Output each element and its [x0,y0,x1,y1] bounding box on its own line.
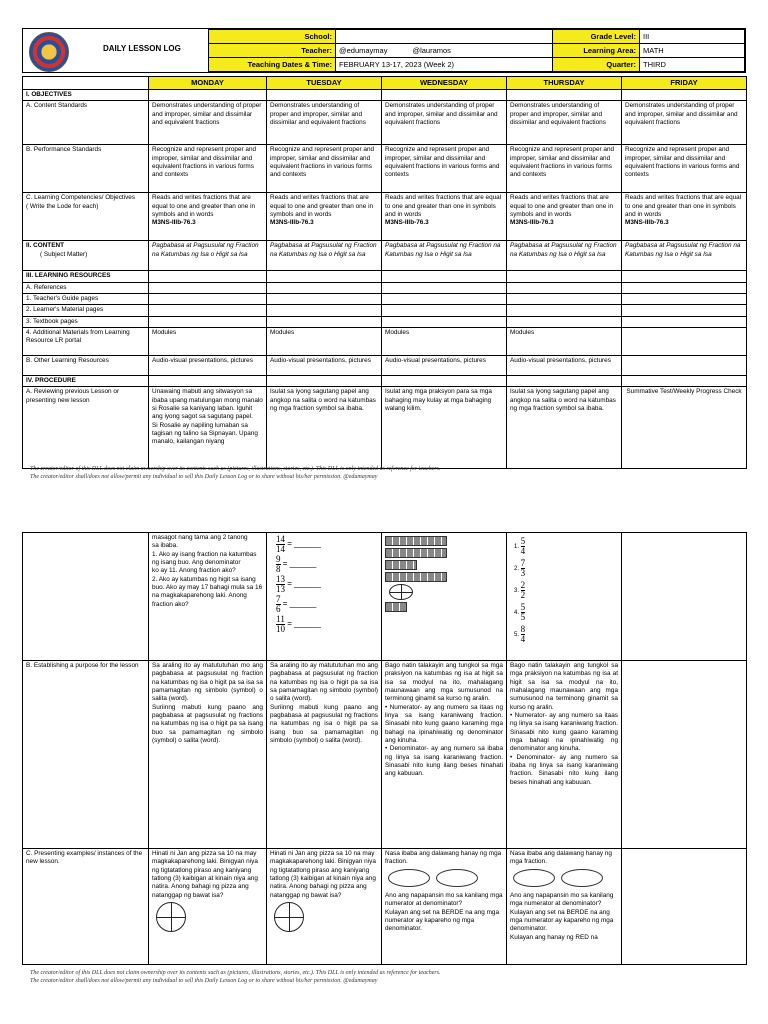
learning-area-value: MATH [640,44,745,58]
content-wed: Pagbabasa at Pagsusulat ng Fraction na Katumbas ng Isa o Higit sa Isa [382,241,507,271]
ps-tue: Recognize and represent proper and improper, similar and dissimilar and equivalent fractions in various forms and contexts [267,145,382,193]
quarter-label: Quarter: [553,58,640,72]
comp-tue: Reads and writes fractions that are equal to one and greater than one in symbols and in words M3NS-IIIb-76.3 [267,193,382,241]
corner-cell [23,77,149,90]
pizza-icon [274,902,304,932]
additional-materials-label: 4. Additional Materials from Learning Resource LR portal [23,327,149,355]
olr-mon: Audio-visual presentations, pictures [149,355,267,375]
fraction-bar-image [385,548,447,558]
ps-fri: Recognize and represent proper and improper, similar and dissimilar and equivalent fractions in various forms and contexts [622,145,747,193]
olr-wed: Audio-visual presentations, pictures [382,355,507,375]
review-label: A. Reviewing previous Lesson or presenting new lesson [23,387,149,469]
comp-thu: Reads and writes fractions that are equal to one and greater than one in symbols and in words M3NS-IIIb-76.3 [507,193,622,241]
am-wed: Modules [382,327,507,355]
day-thursday: THURSDAY [507,77,622,90]
ps-wed: Recognize and represent proper and improper, similar and dissimilar and equivalent fractions in various forms and contexts [382,145,507,193]
teacher-label: Teacher: [209,44,336,58]
fraction: $\frac{11}{10}$ [276,614,285,634]
day-monday: MONDAY [149,77,267,90]
cs-fri: Demonstrates understanding of proper and improper, similar and dissimilar and equivalent fractions [622,101,747,145]
cs-tue: Demonstrates understanding of proper and improper, similar and dissimilar and equivalent fractions [267,101,382,145]
dates-label: Teaching Dates & Time: [209,58,336,72]
review-tue: Isulat sa iyong sagutang papel ang angkop na salita o word na katumbas ng mga fraction symbol sa ibaba. [267,387,382,469]
header-grid [208,29,745,72]
content-standards-label: A. Content Standards [23,101,149,145]
cs-thu: Demonstrates understanding of proper and improper, similar and dissimilar and equivalent fractions [507,101,622,145]
footer-page2 [30,970,730,985]
thu-fraction-list [507,533,622,661]
am-thu: Modules [507,327,622,355]
fraction-row: $\frac{13}{13}$ = ______ [276,574,321,594]
document-title: DAILY LESSON LOG [103,44,181,53]
school-value [336,30,553,44]
fraction-row: 3. $\frac{2}{2}$ [514,580,526,600]
review-mon: Unawaing mabuti ang sitwasyon sa ibaba upang matulungan mong manalo si Rosalie sa kaniyang laban. Iguhit ang iyong sagot sa sagutang papel. Si Rosalie ay napiling lumaban sa tagisan ng talino sa Sipnayan. Upang manalo, kailangan niyang [149,387,267,469]
fraction-row: $\frac{11}{10}$ = ______ [276,614,321,634]
fraction-row: 1. $\frac{5}{4}$ [514,536,526,556]
day-tuesday: TUESDAY [267,77,382,90]
school-label: School: [209,30,336,44]
am-mon: Modules [149,327,267,355]
content-tue: Pagbabasa at Pagsusulat ng Fraction na Katumbas ng Isa o Higit sa Isa [267,241,382,271]
grade-level-value: III [640,30,745,44]
purpose-mon: Sa araling ito ay matututuhan mo ang pagbabasa at pagsusulat ng fraction na katumbas ng isa o higit pa sa isa sa pamamagitan ng simbolo (symbol) o salita (word). Suriinng mabuti kung paano ang pagbabasa at pagsusulat ng fractions na katumbas ng isa o higit pa sa isang buo sa pamamagitan ng simbolo (symbol) o salita (word). [149,661,267,849]
fraction-row: $\frac{9}{8}$ = ______ [276,554,317,574]
fraction-set-a-icon [513,869,555,887]
fraction-bar-image [385,560,417,570]
purpose-label: B. Establishing a purpose for the lesson [23,661,149,849]
wed-fraction-bars [382,533,507,661]
fraction-bar-image [385,602,407,612]
quarter-value: THIRD [640,58,745,72]
ps-thu: Recognize and represent proper and improper, similar and dissimilar and equivalent fractions in various forms and contexts [507,145,622,193]
review-thu: Isulat sa iyong sagutang papel ang angkop na salita o word na katumbas ng mga fraction symbol sa ibaba. [507,387,622,469]
comp-wed: Reads and writes fractions that are equal to one and greater than one in symbols and in words M3NS-IIIb-76.3 [382,193,507,241]
day-wednesday: WEDNESDAY [382,77,507,90]
footer-line2: The creator/editor shall/does not allow/permit any individual to sell this Daily Lesson Log or to share without his/her permission. @edumaymay [30,473,378,480]
fraction-bar-image [385,572,447,582]
fraction: $\frac{5}{4}$ [520,536,526,556]
fraction: $\frac{5}{5}$ [520,602,526,622]
lesson-table-page2 [22,532,747,965]
fraction-row: $\frac{7}{6}$ = ______ [276,594,317,614]
grade-level-label: Grade Level: [553,30,640,44]
comp-mon: Reads and writes fractions that are equal to one and greater than one in symbols and in words M3NS-IIIb-76.3 [149,193,267,241]
procedure-heading: IV. PROCEDURE [23,375,149,386]
footer-line2: The creator/editor shall/does not allow/permit any individual to sell this Daily Lesson Log or to share without his/her permission. @edumaymay [30,977,378,984]
resources-heading: III. LEARNING RESOURCES [23,271,149,282]
content-label: II. CONTENT ( Subject Matter) [23,241,149,271]
fraction-bar-image [385,536,447,546]
competencies-label: C. Learning Competencies/ Objectives ( Write the Lode for each) [23,193,149,241]
deped-seal-icon [29,32,69,72]
fraction: $\frac{8}{4}$ [520,624,526,644]
footer-line1: The creator/editor of this DLL does not claim ownership over its contents such as (pictures, illustrations, stories, etc.). This DLL is only intended as reference for teachers. [30,970,441,976]
examples-label: C. Presenting examples/ instances of the new lesson. [23,849,149,965]
performance-standards-label: B. Performance Standards [23,145,149,193]
day-friday: FRIDAY [622,77,747,90]
review-wed: Isulat ang mga praksyon para sa mga bahaging may kulay at mga bahaging walang kilim. [382,387,507,469]
fraction: $\frac{9}{8}$ [276,554,281,574]
other-resources-label: B. Other Learning Resources [23,355,149,375]
cs-mon: Demonstrates understanding of proper and improper, similar and dissimilar and equivalent fractions [149,101,267,145]
tg-label: 1. Teacher's Guide pages [23,293,149,304]
fraction: $\frac{7}{3}$ [520,558,526,578]
review-fri: Summative Test/Weekly Progress Check [622,387,747,469]
header-box [22,28,746,73]
examples-thu: Nasa ibaba ang dalawang hanay ng mga fraction. Ano ang napapansin mo sa kanilang mga numerator at denominator? Kulayan ang set na BERDE na ang mga numerator ay kapareho ng mga denominator. Kulayan ang hanay ng RED na [507,849,622,965]
tb-label: 3. Textbook pages [23,316,149,327]
purpose-tue: Sa araling ito ay matututuhan mo ang pagbabasa at pagsusulat ng fraction na katumbas ng isa o higit pa sa isa sa pamamagitan ng simbolo (symbol) o salita (word). Suriinng mabuti kung paano ang pagbabasa at pagsusulat ng fractions na katumbas ng isa o higit pa sa isang buo sa pamamagitan ng simbolo (symbol) o salita (word). [267,661,382,849]
fraction: $\frac{2}{2}$ [520,580,526,600]
examples-wed: Nasa ibaba ang dalawang hanay ng mga fraction. Ano ang napapansin mo sa kanilang mga numerator at denominator? Kulayan ang set na BERDE na ang mga numerator ay kapareho ng mga denominator. [382,849,507,965]
dates-value: FEBRUARY 13-17, 2023 (Week 2) [336,58,553,72]
learning-area-label: Learning Area: [553,44,640,58]
examples-tue: Hinati ni Jan ang pizza sa 10 na may magkakaparehong laki. Binigyan niya ng tigtatatlong piraso ang kaniyang tatlong (3) kaibigan at kinain niya ang natira. Anong bahagi ng pizza ang natanggap ng bawat isa? [267,849,382,965]
fraction: $\frac{7}{6}$ [276,594,281,614]
teacher-value: @edumaymay @lauramos [336,44,553,58]
content-thu: Pagbabasa at Pagsusulat ng Fraction na Katumbas ng Isa o Higit sa Isa [507,241,622,271]
comp-fri: Reads and writes fractions that are equal to one and greater than one in symbols and in words M3NS-IIIb-76.3 [622,193,747,241]
examples-mon: Hinati ni Jan ang pizza sa 10 na may magkakaparehong laki. Binigyan niya ng tigtatatlong piraso ang kaniyang tatlong (3) kaibigan at kinain niya ang natira. Anong bahagi ng pizza ang natanggap ng bawat isa? [149,849,267,965]
fraction-row: 4. $\frac{5}{5}$ [514,602,526,622]
purpose-thu: Bago natin talakayin ang tungkol sa mga praksiyon na katumbas ng isa at higit sa isa sa modyul na ito, mahalagang maunawaan ang mga sumusunod na terminong ginamit sa kurso ng aralin. • Numerator- ay ang numero sa itaas ng linya sa isang karaniwang fraction. Sinasabi nito kung gaano karaming mga bahagi na ipinahiwatig ng denominator ang kinuha. • Denominator- ay ang numero sa ibaba ng linya sa isang karaniwang fraction. Sinasabi nito kung ilang beses hinahati ang kabuuan. [507,661,622,849]
footer-page1 [30,466,730,481]
references-label: A. References [23,282,149,293]
fraction: $\frac{14}{14}$ [276,534,285,554]
olr-thu: Audio-visual presentations, pictures [507,355,622,375]
content-mon: Pagbabasa at Pagsusulat ng Fraction na Katumbas ng Isa o Higit sa Isa [149,241,267,271]
fraction-set-b-icon [436,869,478,887]
fraction-row: $\frac{14}{14}$ = ______ [276,534,321,554]
review-mon-cont: masagot nang tama ang 2 tanong sa ibaba. 1. Ako ay isang fraction na katumbas ng isang buo. Ang denominator ko ay 11. Anong fraction ako? 2. Ako ay katumbas ng higit sa isang buo. Ako ay may 17 bahagi mula sa 16 na magkakaparehong laki. Anong fraction ako? [149,533,267,661]
fraction-set-b-icon [561,869,603,887]
cs-wed: Demonstrates understanding of proper and improper, similar and dissimilar and equivalent fractions [382,101,507,145]
content-fri: Pagbabasa at Pagsusulat ng Fraction na Katumbas ng Isa o Higit sa Isa [622,241,747,271]
tue-fraction-list [267,533,382,661]
objectives-heading: I. OBJECTIVES [23,90,149,101]
purpose-wed: Bago natin talakayin ang tungkol sa mga praksiyon na katumbas ng isa at higit sa isa sa modyul na ito, mahalagang maunawaan ang mga sumusunod na terminong ginamit sa kurso ng aralin. • Numerator- ay ang numero sa itaas ng linya sa isang karaniwang fraction. Sinasabi nito kung gaano karaming mga bahagi na ipinahiwatig ng denominator ang kinuha. • Denominator- ay ang numero sa ibaba ng linya sa isang karaniwang fraction. Sinasabi nito kung ilang beses hinahati ang kabuuan. [382,661,507,849]
fraction-circle-image [389,584,413,600]
am-tue: Modules [267,327,382,355]
fraction: $\frac{13}{13}$ [276,574,285,594]
footer-line1: The creator/editor of this DLL does not claim ownership over its contents such as (pictures, illustrations, stories, etc.). This DLL is only intended as reference for teachers. [30,466,441,472]
fraction-set-a-icon [388,869,430,887]
pizza-icon [156,902,186,932]
fraction-row: 5. $\frac{8}{4}$ [514,624,526,644]
fraction-row: 2. $\frac{7}{3}$ [514,558,526,578]
lesson-table-page1 [22,76,747,469]
olr-tue: Audio-visual presentations, pictures [267,355,382,375]
lm-label: 2. Learner's Material pages [23,305,149,316]
ps-mon: Recognize and represent proper and improper, similar and dissimilar and equivalent fractions in various forms and contexts [149,145,267,193]
